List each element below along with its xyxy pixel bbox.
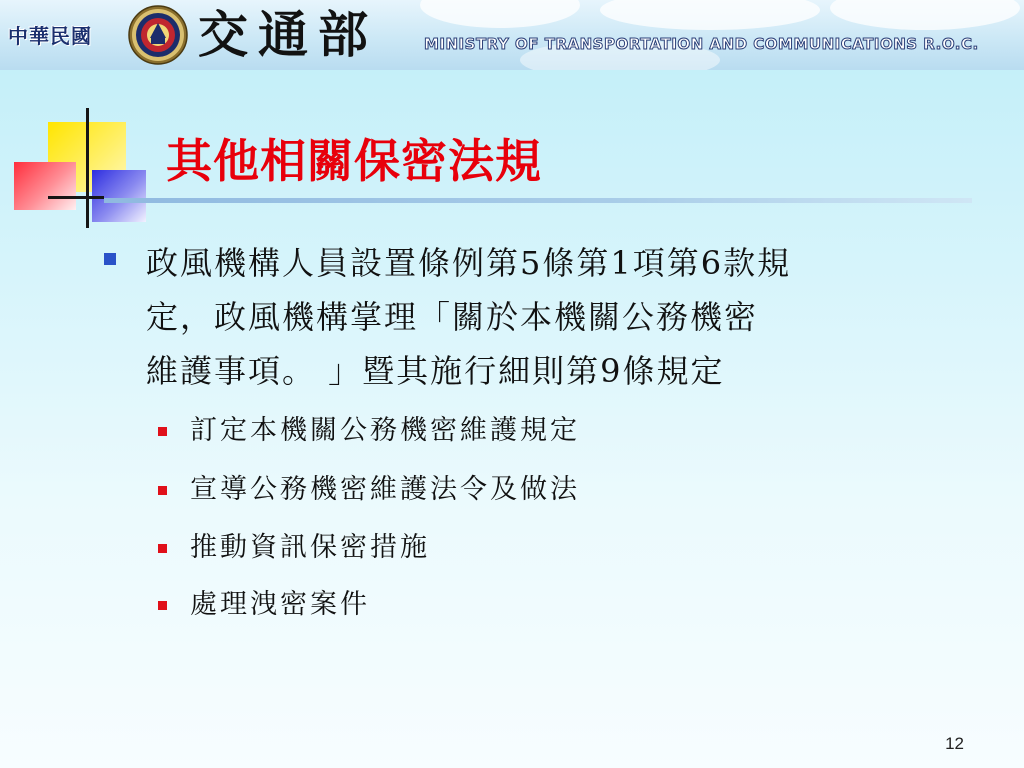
sub-bullet-item: 處理洩密案件 — [190, 589, 370, 620]
sub-bullet-item: 宣導公務機密維護法令及做法 — [190, 474, 580, 505]
decor-vertical-line — [86, 108, 89, 228]
main-bullet-line: 維護事項。 」暨其施行細則第9條規定 — [146, 352, 725, 390]
page-number: 12 — [945, 734, 964, 753]
ministry-name-cn: 交通部 — [198, 5, 378, 64]
roc-label: 中華民國 — [8, 24, 92, 48]
title-underline — [104, 198, 972, 203]
decor-horizontal-line — [48, 196, 104, 199]
sub-bullet-item: 訂定本機關公務機密維護規定 — [190, 415, 580, 446]
sub-bullet-item: 推動資訊保密措施 — [190, 532, 430, 563]
ministry-seal-logo — [128, 5, 188, 65]
slide-title: 其他相關保密法規 — [166, 134, 542, 188]
sub-bullet-marker — [158, 486, 167, 495]
main-bullet-text — [146, 236, 996, 398]
header-banner — [0, 0, 1024, 70]
main-bullet-line: 定，政風機構掌理「關於本機關公務機密 — [146, 298, 759, 336]
ministry-name-en: MINISTRY OF TRANSPORTATION AND COMMUNICATIONS R.O.C. — [424, 35, 979, 53]
decor-red-square — [14, 162, 76, 210]
sub-bullet-marker — [158, 601, 167, 610]
main-bullet-marker — [104, 253, 116, 265]
main-bullet-line: 政風機構人員設置條例第5條第1項第6款規 — [146, 244, 792, 282]
sub-bullet-marker — [158, 544, 167, 553]
sub-bullet-marker — [158, 427, 167, 436]
